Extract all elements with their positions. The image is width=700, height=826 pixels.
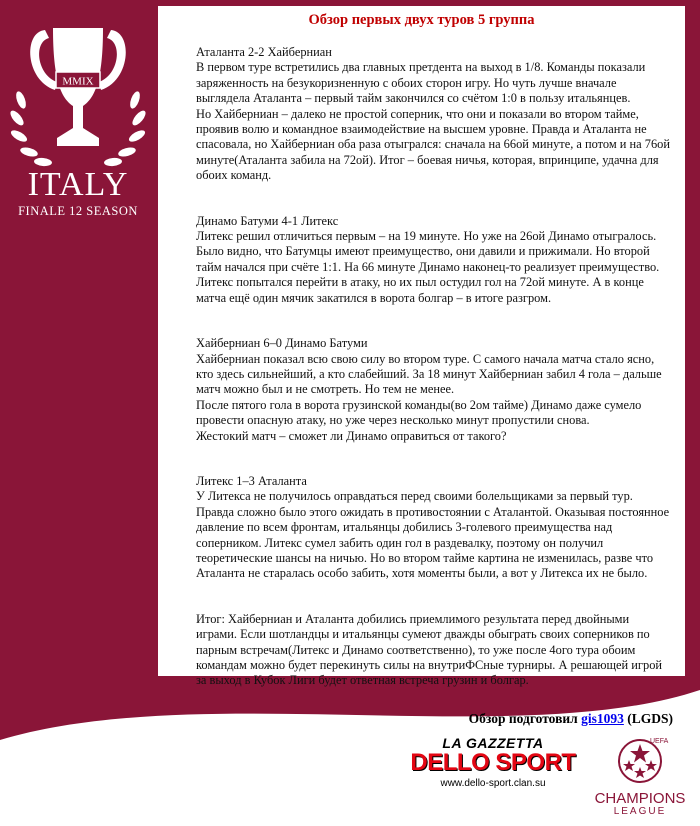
article-credit <box>196 711 673 727</box>
article-section <box>196 45 673 184</box>
credit-suffix: (LGDS) <box>627 710 673 726</box>
article-title: Обзор первых двух туров 5 группа <box>308 12 535 28</box>
match-heading: Хайберниан 6–0 Динамо Батуми <box>196 336 368 351</box>
logo-country: ITALY <box>27 166 129 203</box>
match-heading: Аталанта 2-2 Хайберниан <box>196 45 332 59</box>
uefa-text: UEFA <box>650 738 669 745</box>
credit-prefix: Обзор подготовил <box>468 710 578 726</box>
laurel-left-icon <box>8 90 52 167</box>
article-paragraph: После пятого гола в ворота грузинской команды(во 2ом тайме) Динамо даже сумело провести опасную атаку, но уже через несколько минут пропустили снова. <box>196 397 642 428</box>
article-section <box>196 214 673 306</box>
ucl-main-text: CHAMPIONS <box>594 790 686 807</box>
gazzetta-main-text: DELLO SPORT <box>410 749 576 776</box>
article-panel <box>158 6 685 726</box>
article-paragraph: В первом туре встретились два главных претдента на выход в 1/8. Команды показали заряженность на безукоризненную с обоих сторон игру. Но чуть лучше вначале выглядела Аталанта – первый тайм закончился со счётом 1:0 в пользу итальянцев. <box>196 60 646 106</box>
season-logo <box>0 20 156 260</box>
article-section <box>196 336 673 444</box>
ucl-sub-text: LEAGUE <box>613 806 667 817</box>
article-paragraph: Но Хайберниан – далеко не простой соперник, что они и показали во втором тайме, проявив волю и командное взаимодействие на высшем уровне. Правда и Аталанта не спасовала, но Хайберниан оба раза отыгрался: сначала на 66ой минуте, а потом и на 76ой минуте(Аталанта забила на 72ой). Итог – боевая ничья, которая, впринципе, удачна для обоих команд. <box>196 106 670 183</box>
article-paragraph: У Литекса не получилось оправдаться перед своими болельщиками за первый тур. Правда сложно было этого ожидать в противостоянии с Аталантой. Оказывая постоянное давление по всем фронтам, итальянцы добились 3-голевого преимущества над соперником. Литекс сумел забить один гол в раздевалку, поэтому он получил теоретические шансы на ничью. Но во втором тайме картина не изменилась, разве что Аталанта не старалась особо забить, хотя моменты были, а вот у Литекса их не было. <box>196 489 670 581</box>
article-paragraph: Итог: Хайберниан и Аталанта добились приемлимого результата перед двойными играми. Если шотландцы и итальянцы сумеют дважды обыграть своих соперников по парным встречам(Литекс и Динамо соответственно), то уже после 4ого тура обоим командам можно будет перекинуть силы на внутриФСные турниры. А решающей игрой за выход в Кубок Лиги будет ответная встреча грузин и болгар. <box>196 611 663 688</box>
trophy-icon <box>3 20 153 170</box>
article-sections <box>196 45 673 689</box>
laurel-right-icon <box>104 90 148 167</box>
article-paragraph: Жестокий матч – сможет ли Динамо оправиться от такого? <box>196 428 507 443</box>
article-paragraph: Литекс решил отличиться первым – на 19 минуте. Но уже на 26ой Динамо отыгралось. Было видно, что Батумцы имеют преимущество, они давили и прижимали. Но второй тайм начался при счёте 1:1. На 66 минуте Динамо наконец-то реализует преимущество. Литекс попытался перейти в атаку, но их пыл остудил гол на 72ой минуте. А в конце матча ещё один мячик закатился в ворота болгар – в итоге разгром. <box>196 229 660 305</box>
article-paragraph: Хайберниан показал всю свою силу во втором туре. С самого начала матча стало ясно, кто здесь сильнейший, а кто слабейший. За 18 минут Хайберниан забил 4 гола – дальше матч можно был и не смотреть. Но тем не менее. <box>196 351 662 397</box>
match-heading: Литекс 1–3 Аталанта <box>196 473 307 488</box>
author-link[interactable]: gis1093 <box>581 710 624 726</box>
article-section <box>196 474 673 582</box>
gazzetta-top-text: LA GAZZETTA <box>442 735 544 751</box>
match-heading: Динамо Батуми 4-1 Литекс <box>196 213 339 228</box>
logo-subtitle: FINALE 12 SEASON <box>18 204 138 218</box>
article-section <box>196 612 673 689</box>
champions-league-logo <box>590 738 690 822</box>
trophy-badge: MMIX <box>62 75 94 88</box>
gazzetta-url[interactable]: www.dello-sport.clan.su <box>440 778 546 789</box>
gazzetta-logo <box>398 735 588 815</box>
